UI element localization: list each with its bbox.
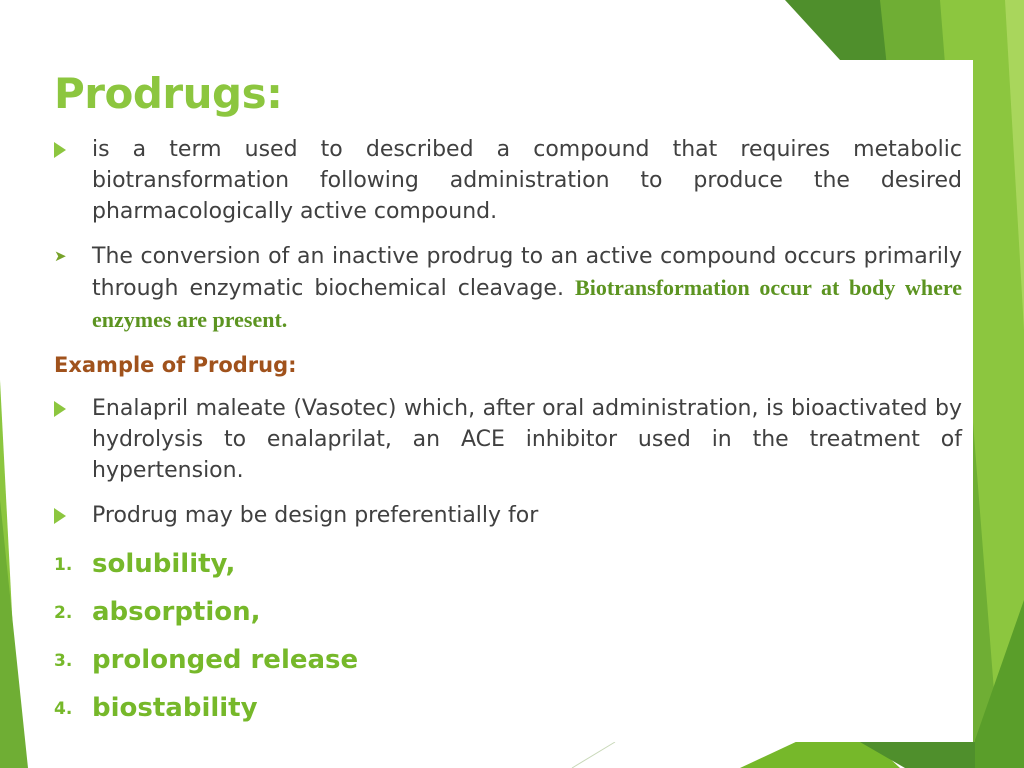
slide-content xyxy=(54,134,962,737)
item-text: prolonged release xyxy=(92,645,359,675)
example-heading: Example of Prodrug: xyxy=(54,353,297,377)
bullet-text: Enalapril maleate (Vasotec) which, after oral administration, is bioactivated by hydrolysis to enalaprilat, an ACE inhibitor used in the treatment of hypertension. xyxy=(92,396,962,483)
item-text: biostability xyxy=(92,693,258,723)
triangle-bullet-icon xyxy=(54,393,66,424)
bullet-conversion xyxy=(54,241,962,336)
numbered-item xyxy=(54,545,962,583)
numbered-item xyxy=(54,593,962,631)
triangle-bullet-icon xyxy=(54,134,66,165)
slide-title: Prodrugs: xyxy=(54,69,283,118)
item-text: solubility, xyxy=(92,549,236,579)
bullet-enalapril xyxy=(54,393,962,486)
bullet-definition xyxy=(54,134,962,227)
triangle-bullet-icon xyxy=(54,500,66,531)
item-number: 4. xyxy=(54,699,73,719)
item-text: absorption, xyxy=(92,597,261,627)
item-number: 1. xyxy=(54,555,73,575)
bullet-text: Prodrug may be design preferentially for xyxy=(92,503,539,528)
bullet-text: The conversion of an inactive prodrug to an active compound occurs primarily through enzymatic biochemical cleavage. xyxy=(92,244,962,301)
numbered-item xyxy=(54,641,962,679)
item-number: 3. xyxy=(54,651,73,671)
numbered-item xyxy=(54,689,962,727)
arrowhead-bullet-icon: ➤ xyxy=(54,247,67,265)
highlight-text: Biotransformation occur at body where enzymes are present. xyxy=(92,275,962,332)
item-number: 2. xyxy=(54,603,73,623)
bullet-design xyxy=(54,500,962,531)
bullet-text: is a term used to described a compound that requires metabolic biotransformation following administration to produce the desired pharmacologically active compound. xyxy=(92,137,962,224)
